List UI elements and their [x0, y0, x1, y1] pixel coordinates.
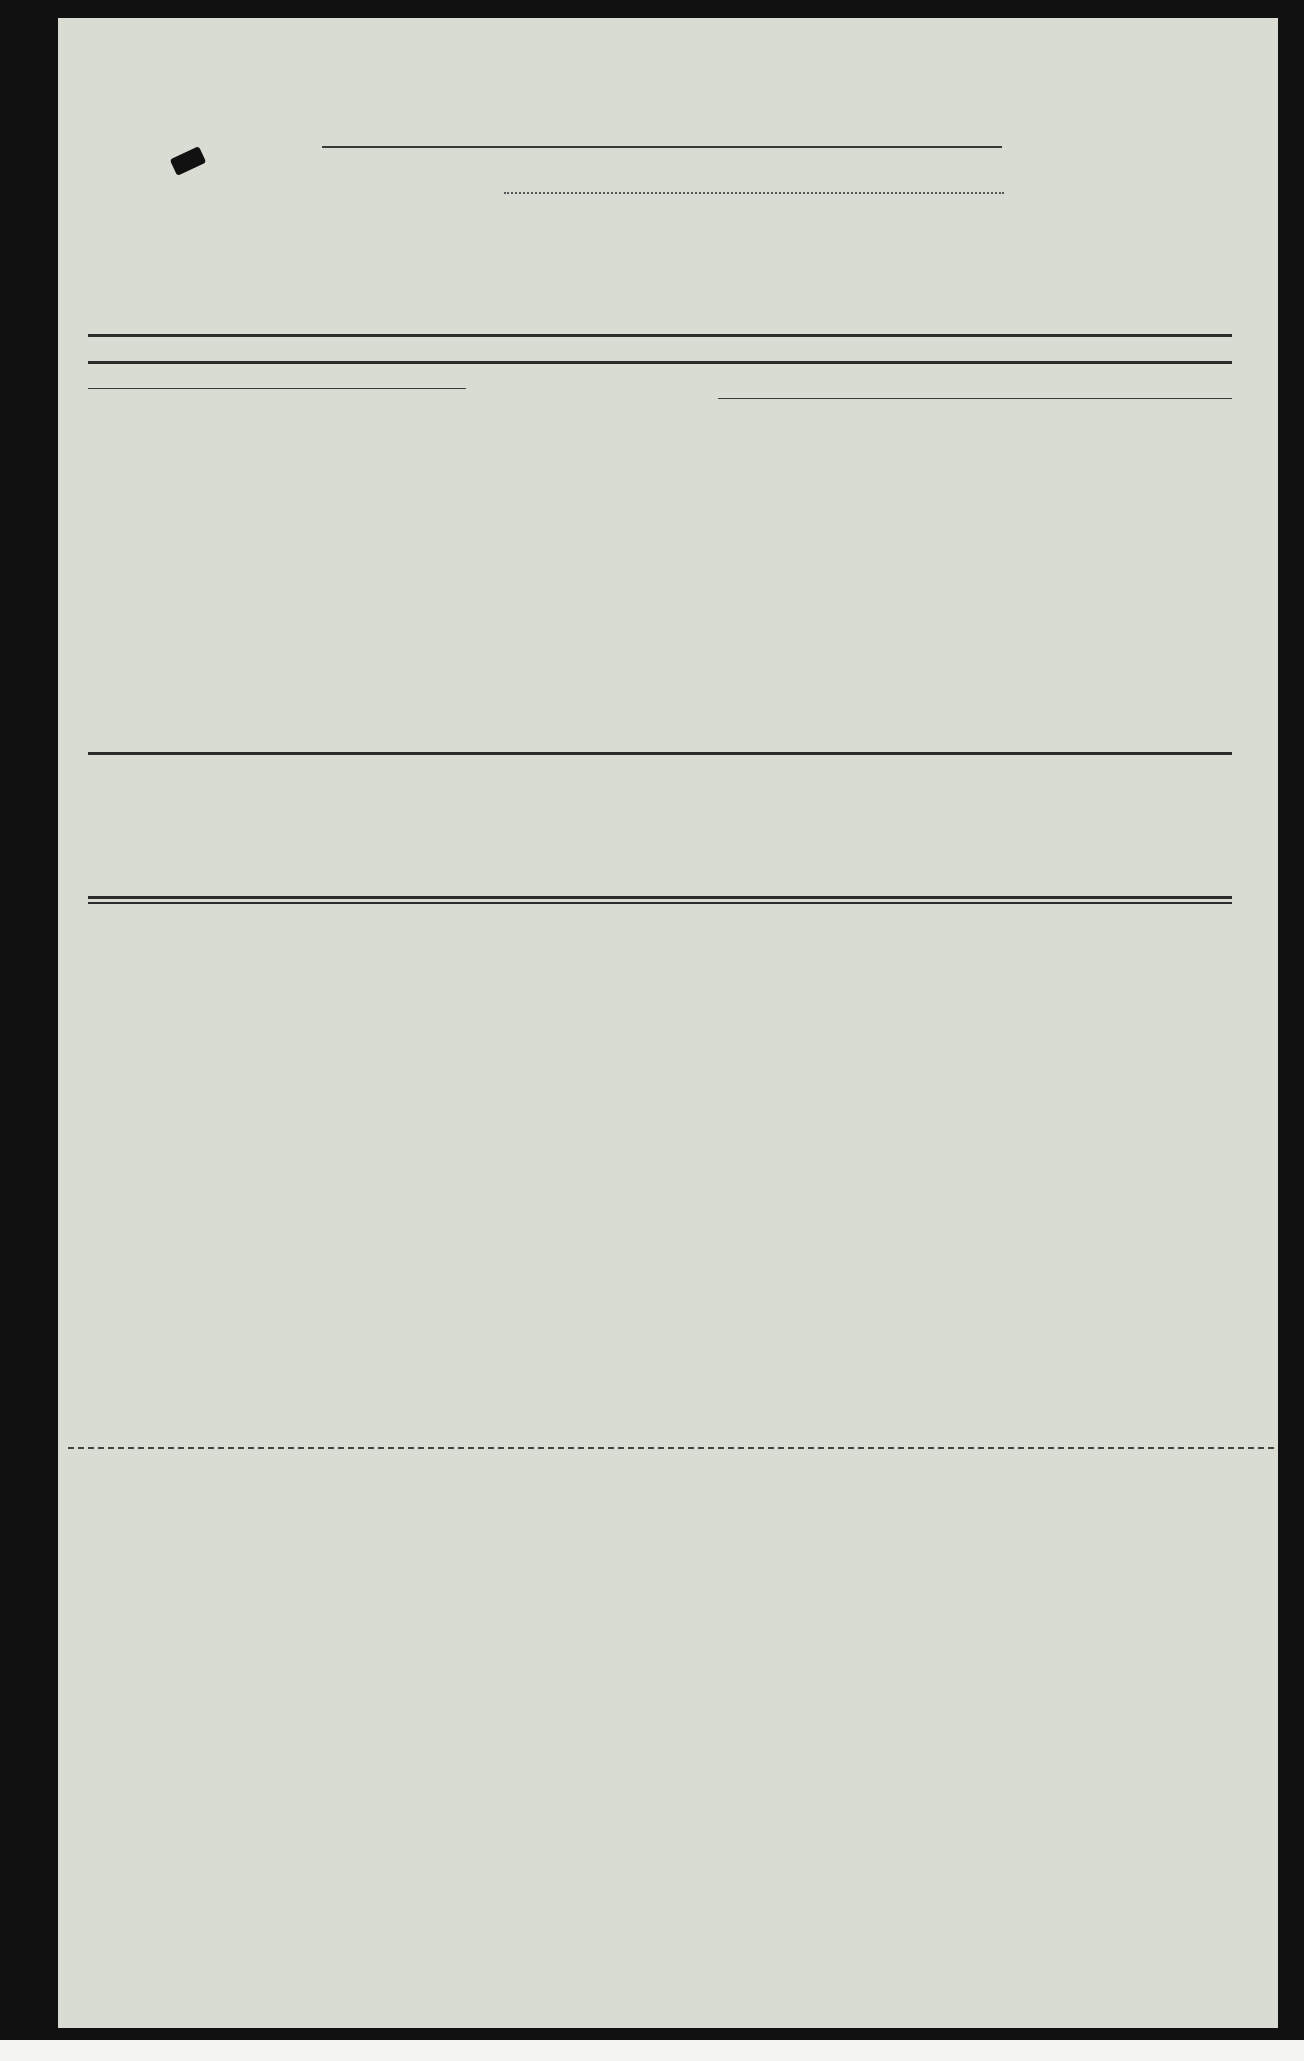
- form-sheet: [58, 18, 1278, 2028]
